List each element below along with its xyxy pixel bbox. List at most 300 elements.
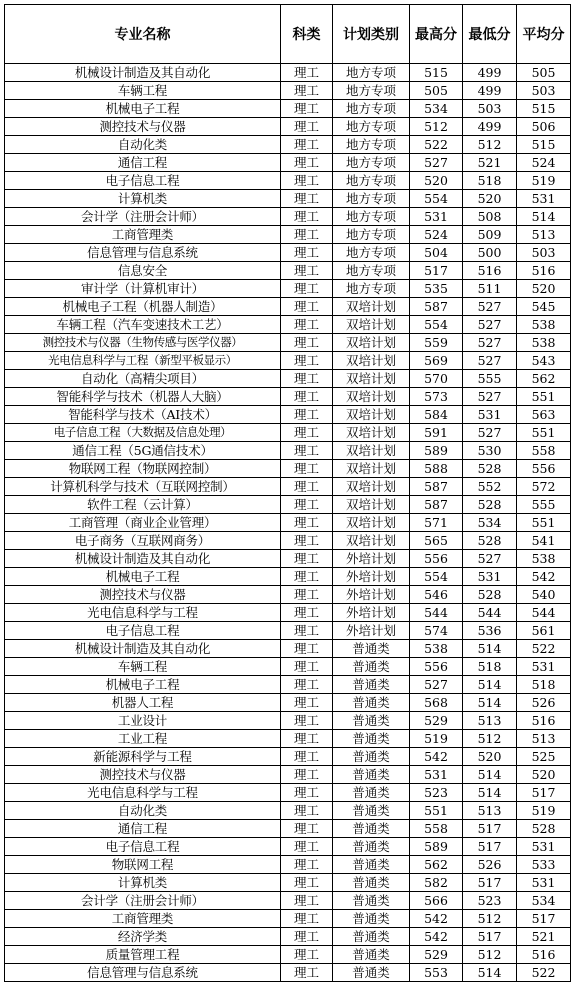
min-score-cell: 527 [463, 550, 517, 568]
max-score-cell: 573 [410, 388, 463, 406]
min-score-cell: 503 [463, 100, 517, 118]
avg-score-cell: 521 [517, 928, 571, 946]
major-cell: 机器人工程 [5, 694, 281, 712]
category-cell: 理工 [281, 352, 333, 370]
max-score-cell: 531 [410, 766, 463, 784]
major-cell: 计算机科学与技术（互联网控制） [5, 478, 281, 496]
category-cell: 理工 [281, 334, 333, 352]
plan-type-cell: 地方专项 [333, 100, 410, 118]
major-cell: 新能源科学与工程 [5, 748, 281, 766]
max-score-cell: 587 [410, 478, 463, 496]
table-row [5, 676, 571, 694]
plan-type-cell: 双培计划 [333, 496, 410, 514]
max-score-cell: 588 [410, 460, 463, 478]
major-cell: 物联网工程（物联网控制） [5, 460, 281, 478]
major-cell: 物联网工程 [5, 856, 281, 874]
min-score-cell: 513 [463, 712, 517, 730]
header-min-score: 最低分 [463, 5, 517, 64]
major-cell: 工商管理（商业企业管理） [5, 514, 281, 532]
table-row [5, 784, 571, 802]
category-cell: 理工 [281, 226, 333, 244]
min-score-cell: 499 [463, 118, 517, 136]
avg-score-cell: 513 [517, 730, 571, 748]
avg-score-cell: 520 [517, 766, 571, 784]
max-score-cell: 505 [410, 82, 463, 100]
table-row [5, 262, 571, 280]
major-cell: 计算机类 [5, 874, 281, 892]
plan-type-cell: 双培计划 [333, 460, 410, 478]
min-score-cell: 517 [463, 838, 517, 856]
table-row [5, 694, 571, 712]
max-score-cell: 527 [410, 154, 463, 172]
category-cell: 理工 [281, 442, 333, 460]
plan-type-cell: 地方专项 [333, 226, 410, 244]
avg-score-cell: 519 [517, 802, 571, 820]
major-cell: 光电信息科学与工程 [5, 604, 281, 622]
table-row [5, 820, 571, 838]
max-score-cell: 542 [410, 910, 463, 928]
category-cell: 理工 [281, 730, 333, 748]
min-score-cell: 534 [463, 514, 517, 532]
category-cell: 理工 [281, 532, 333, 550]
category-cell: 理工 [281, 118, 333, 136]
plan-type-cell: 普通类 [333, 946, 410, 964]
major-cell: 机械设计制造及其自动化 [5, 640, 281, 658]
max-score-cell: 551 [410, 802, 463, 820]
max-score-cell: 554 [410, 316, 463, 334]
table-row [5, 478, 571, 496]
min-score-cell: 528 [463, 532, 517, 550]
category-cell: 理工 [281, 712, 333, 730]
avg-score-cell: 531 [517, 874, 571, 892]
major-cell: 光电信息科学与工程 [5, 784, 281, 802]
min-score-cell: 531 [463, 568, 517, 586]
min-score-cell: 509 [463, 226, 517, 244]
major-cell: 机械电子工程（机器人制造） [5, 298, 281, 316]
plan-type-cell: 普通类 [333, 640, 410, 658]
min-score-cell: 528 [463, 496, 517, 514]
min-score-cell: 555 [463, 370, 517, 388]
major-cell: 电子信息工程 [5, 172, 281, 190]
plan-type-cell: 双培计划 [333, 406, 410, 424]
category-cell: 理工 [281, 406, 333, 424]
plan-type-cell: 双培计划 [333, 316, 410, 334]
category-cell: 理工 [281, 478, 333, 496]
plan-type-cell: 地方专项 [333, 190, 410, 208]
table-row [5, 388, 571, 406]
avg-score-cell: 545 [517, 298, 571, 316]
plan-type-cell: 地方专项 [333, 136, 410, 154]
table-row [5, 352, 571, 370]
plan-type-cell: 地方专项 [333, 154, 410, 172]
avg-score-cell: 522 [517, 964, 571, 982]
plan-type-cell: 普通类 [333, 820, 410, 838]
min-score-cell: 511 [463, 280, 517, 298]
category-cell: 理工 [281, 388, 333, 406]
min-score-cell: 514 [463, 766, 517, 784]
major-cell: 测控技术与仪器 [5, 118, 281, 136]
major-cell: 电子商务（互联网商务） [5, 532, 281, 550]
major-cell: 自动化类 [5, 136, 281, 154]
avg-score-cell: 533 [517, 856, 571, 874]
max-score-cell: 570 [410, 370, 463, 388]
max-score-cell: 522 [410, 136, 463, 154]
plan-type-cell: 地方专项 [333, 244, 410, 262]
table-row [5, 190, 571, 208]
header-major: 专业名称 [5, 5, 281, 64]
avg-score-cell: 517 [517, 784, 571, 802]
max-score-cell: 524 [410, 226, 463, 244]
table-row [5, 370, 571, 388]
table-row [5, 568, 571, 586]
major-cell: 电子信息工程（大数据及信息处理） [5, 424, 281, 442]
plan-type-cell: 普通类 [333, 676, 410, 694]
table-row [5, 910, 571, 928]
major-cell: 测控技术与仪器 [5, 766, 281, 784]
avg-score-cell: 526 [517, 694, 571, 712]
major-cell: 经济学类 [5, 928, 281, 946]
table-row [5, 406, 571, 424]
major-cell: 工业设计 [5, 712, 281, 730]
min-score-cell: 544 [463, 604, 517, 622]
table-row [5, 622, 571, 640]
min-score-cell: 527 [463, 298, 517, 316]
plan-type-cell: 地方专项 [333, 172, 410, 190]
major-cell: 电子信息工程 [5, 622, 281, 640]
table-row [5, 208, 571, 226]
major-cell: 信息安全 [5, 262, 281, 280]
table-row [5, 712, 571, 730]
category-cell: 理工 [281, 64, 333, 82]
max-score-cell: 565 [410, 532, 463, 550]
table-row [5, 658, 571, 676]
avg-score-cell: 544 [517, 604, 571, 622]
min-score-cell: 520 [463, 190, 517, 208]
min-score-cell: 528 [463, 586, 517, 604]
table-row [5, 730, 571, 748]
category-cell: 理工 [281, 568, 333, 586]
plan-type-cell: 普通类 [333, 910, 410, 928]
avg-score-cell: 558 [517, 442, 571, 460]
max-score-cell: 569 [410, 352, 463, 370]
min-score-cell: 536 [463, 622, 517, 640]
avg-score-cell: 516 [517, 712, 571, 730]
min-score-cell: 523 [463, 892, 517, 910]
table-header [5, 5, 571, 64]
category-cell: 理工 [281, 892, 333, 910]
category-cell: 理工 [281, 460, 333, 478]
plan-type-cell: 普通类 [333, 964, 410, 982]
table-row [5, 838, 571, 856]
min-score-cell: 526 [463, 856, 517, 874]
plan-type-cell: 双培计划 [333, 370, 410, 388]
major-cell: 审计学（计算机审计） [5, 280, 281, 298]
category-cell: 理工 [281, 928, 333, 946]
major-cell: 机械设计制造及其自动化 [5, 64, 281, 82]
min-score-cell: 530 [463, 442, 517, 460]
category-cell: 理工 [281, 172, 333, 190]
avg-score-cell: 531 [517, 190, 571, 208]
plan-type-cell: 普通类 [333, 784, 410, 802]
major-cell: 自动化（高精尖项目） [5, 370, 281, 388]
category-cell: 理工 [281, 856, 333, 874]
table-row [5, 496, 571, 514]
table-row [5, 874, 571, 892]
max-score-cell: 566 [410, 892, 463, 910]
major-cell: 机械设计制造及其自动化 [5, 550, 281, 568]
plan-type-cell: 普通类 [333, 658, 410, 676]
table-row [5, 82, 571, 100]
avg-score-cell: 516 [517, 262, 571, 280]
plan-type-cell: 普通类 [333, 730, 410, 748]
major-cell: 机械电子工程 [5, 568, 281, 586]
category-cell: 理工 [281, 802, 333, 820]
min-score-cell: 520 [463, 748, 517, 766]
max-score-cell: 535 [410, 280, 463, 298]
avg-score-cell: 531 [517, 658, 571, 676]
plan-type-cell: 双培计划 [333, 442, 410, 460]
plan-type-cell: 地方专项 [333, 262, 410, 280]
plan-type-cell: 地方专项 [333, 208, 410, 226]
plan-type-cell: 地方专项 [333, 64, 410, 82]
max-score-cell: 504 [410, 244, 463, 262]
table-row [5, 226, 571, 244]
major-cell: 自动化类 [5, 802, 281, 820]
plan-type-cell: 外培计划 [333, 550, 410, 568]
plan-type-cell: 双培计划 [333, 388, 410, 406]
table-row [5, 118, 571, 136]
major-cell: 车辆工程 [5, 658, 281, 676]
min-score-cell: 513 [463, 802, 517, 820]
max-score-cell: 582 [410, 874, 463, 892]
major-cell: 信息管理与信息系统 [5, 244, 281, 262]
table-row [5, 424, 571, 442]
category-cell: 理工 [281, 820, 333, 838]
category-cell: 理工 [281, 784, 333, 802]
avg-score-cell: 561 [517, 622, 571, 640]
plan-type-cell: 地方专项 [333, 118, 410, 136]
major-cell: 会计学（注册会计师） [5, 892, 281, 910]
table-row [5, 532, 571, 550]
category-cell: 理工 [281, 748, 333, 766]
avg-score-cell: 540 [517, 586, 571, 604]
category-cell: 理工 [281, 514, 333, 532]
max-score-cell: 574 [410, 622, 463, 640]
table-row [5, 334, 571, 352]
category-cell: 理工 [281, 496, 333, 514]
avg-score-cell: 541 [517, 532, 571, 550]
plan-type-cell: 双培计划 [333, 298, 410, 316]
max-score-cell: 519 [410, 730, 463, 748]
category-cell: 理工 [281, 262, 333, 280]
avg-score-cell: 506 [517, 118, 571, 136]
table-row [5, 172, 571, 190]
major-cell: 车辆工程 [5, 82, 281, 100]
plan-type-cell: 普通类 [333, 748, 410, 766]
max-score-cell: 512 [410, 118, 463, 136]
header-max-score: 最高分 [410, 5, 463, 64]
max-score-cell: 556 [410, 550, 463, 568]
table-row [5, 244, 571, 262]
min-score-cell: 517 [463, 874, 517, 892]
max-score-cell: 523 [410, 784, 463, 802]
category-cell: 理工 [281, 370, 333, 388]
table-row [5, 802, 571, 820]
max-score-cell: 584 [410, 406, 463, 424]
max-score-cell: 554 [410, 190, 463, 208]
avg-score-cell: 563 [517, 406, 571, 424]
max-score-cell: 515 [410, 64, 463, 82]
max-score-cell: 542 [410, 748, 463, 766]
category-cell: 理工 [281, 964, 333, 982]
max-score-cell: 589 [410, 838, 463, 856]
max-score-cell: 517 [410, 262, 463, 280]
avg-score-cell: 505 [517, 64, 571, 82]
category-cell: 理工 [281, 766, 333, 784]
avg-score-cell: 503 [517, 82, 571, 100]
plan-type-cell: 双培计划 [333, 514, 410, 532]
max-score-cell: 559 [410, 334, 463, 352]
table-row [5, 640, 571, 658]
table-row [5, 856, 571, 874]
plan-type-cell: 普通类 [333, 892, 410, 910]
plan-type-cell: 普通类 [333, 838, 410, 856]
category-cell: 理工 [281, 604, 333, 622]
header-row [5, 5, 571, 64]
table-body [5, 64, 571, 982]
max-score-cell: 527 [410, 676, 463, 694]
min-score-cell: 518 [463, 172, 517, 190]
category-cell: 理工 [281, 424, 333, 442]
major-cell: 会计学（注册会计师） [5, 208, 281, 226]
category-cell: 理工 [281, 694, 333, 712]
min-score-cell: 512 [463, 946, 517, 964]
max-score-cell: 534 [410, 100, 463, 118]
min-score-cell: 514 [463, 964, 517, 982]
plan-type-cell: 普通类 [333, 766, 410, 784]
avg-score-cell: 515 [517, 136, 571, 154]
table-row [5, 766, 571, 784]
max-score-cell: 538 [410, 640, 463, 658]
max-score-cell: 587 [410, 298, 463, 316]
min-score-cell: 514 [463, 784, 517, 802]
plan-type-cell: 普通类 [333, 928, 410, 946]
plan-type-cell: 双培计划 [333, 424, 410, 442]
min-score-cell: 518 [463, 658, 517, 676]
max-score-cell: 529 [410, 946, 463, 964]
header-plan-type: 计划类别 [333, 5, 410, 64]
category-cell: 理工 [281, 874, 333, 892]
min-score-cell: 514 [463, 694, 517, 712]
avg-score-cell: 516 [517, 946, 571, 964]
category-cell: 理工 [281, 838, 333, 856]
min-score-cell: 527 [463, 316, 517, 334]
category-cell: 理工 [281, 244, 333, 262]
category-cell: 理工 [281, 280, 333, 298]
min-score-cell: 527 [463, 388, 517, 406]
major-cell: 光电信息科学与工程（新型平板显示） [5, 352, 281, 370]
category-cell: 理工 [281, 910, 333, 928]
category-cell: 理工 [281, 640, 333, 658]
min-score-cell: 527 [463, 424, 517, 442]
category-cell: 理工 [281, 154, 333, 172]
min-score-cell: 514 [463, 640, 517, 658]
avg-score-cell: 543 [517, 352, 571, 370]
min-score-cell: 516 [463, 262, 517, 280]
plan-type-cell: 普通类 [333, 712, 410, 730]
avg-score-cell: 515 [517, 100, 571, 118]
min-score-cell: 527 [463, 352, 517, 370]
category-cell: 理工 [281, 946, 333, 964]
plan-type-cell: 外培计划 [333, 622, 410, 640]
plan-type-cell: 双培计划 [333, 334, 410, 352]
avg-score-cell: 524 [517, 154, 571, 172]
plan-type-cell: 双培计划 [333, 532, 410, 550]
major-cell: 工业工程 [5, 730, 281, 748]
min-score-cell: 527 [463, 334, 517, 352]
min-score-cell: 552 [463, 478, 517, 496]
max-score-cell: 554 [410, 568, 463, 586]
category-cell: 理工 [281, 658, 333, 676]
major-cell: 机械电子工程 [5, 676, 281, 694]
avg-score-cell: 555 [517, 496, 571, 514]
plan-type-cell: 地方专项 [333, 82, 410, 100]
avg-score-cell: 519 [517, 172, 571, 190]
table-row [5, 928, 571, 946]
max-score-cell: 553 [410, 964, 463, 982]
major-cell: 通信工程（5G通信技术） [5, 442, 281, 460]
avg-score-cell: 538 [517, 316, 571, 334]
table-row [5, 514, 571, 532]
table-row [5, 100, 571, 118]
min-score-cell: 500 [463, 244, 517, 262]
min-score-cell: 521 [463, 154, 517, 172]
avg-score-cell: 525 [517, 748, 571, 766]
max-score-cell: 556 [410, 658, 463, 676]
major-cell: 电子信息工程 [5, 838, 281, 856]
table-row [5, 604, 571, 622]
min-score-cell: 499 [463, 82, 517, 100]
major-cell: 质量管理工程 [5, 946, 281, 964]
header-category: 科类 [281, 5, 333, 64]
avg-score-cell: 572 [517, 478, 571, 496]
min-score-cell: 499 [463, 64, 517, 82]
min-score-cell: 517 [463, 928, 517, 946]
max-score-cell: 591 [410, 424, 463, 442]
avg-score-cell: 518 [517, 676, 571, 694]
avg-score-cell: 551 [517, 388, 571, 406]
major-cell: 机械电子工程 [5, 100, 281, 118]
avg-score-cell: 551 [517, 514, 571, 532]
avg-score-cell: 522 [517, 640, 571, 658]
category-cell: 理工 [281, 676, 333, 694]
table-row [5, 280, 571, 298]
plan-type-cell: 普通类 [333, 802, 410, 820]
major-cell: 测控技术与仪器（生物传感与医学仪器） [5, 334, 281, 352]
category-cell: 理工 [281, 298, 333, 316]
max-score-cell: 544 [410, 604, 463, 622]
category-cell: 理工 [281, 208, 333, 226]
min-score-cell: 514 [463, 676, 517, 694]
min-score-cell: 517 [463, 820, 517, 838]
table-row [5, 154, 571, 172]
category-cell: 理工 [281, 622, 333, 640]
table-row [5, 550, 571, 568]
major-cell: 通信工程 [5, 154, 281, 172]
header-avg-score: 平均分 [517, 5, 571, 64]
table-row [5, 460, 571, 478]
table-row [5, 316, 571, 334]
